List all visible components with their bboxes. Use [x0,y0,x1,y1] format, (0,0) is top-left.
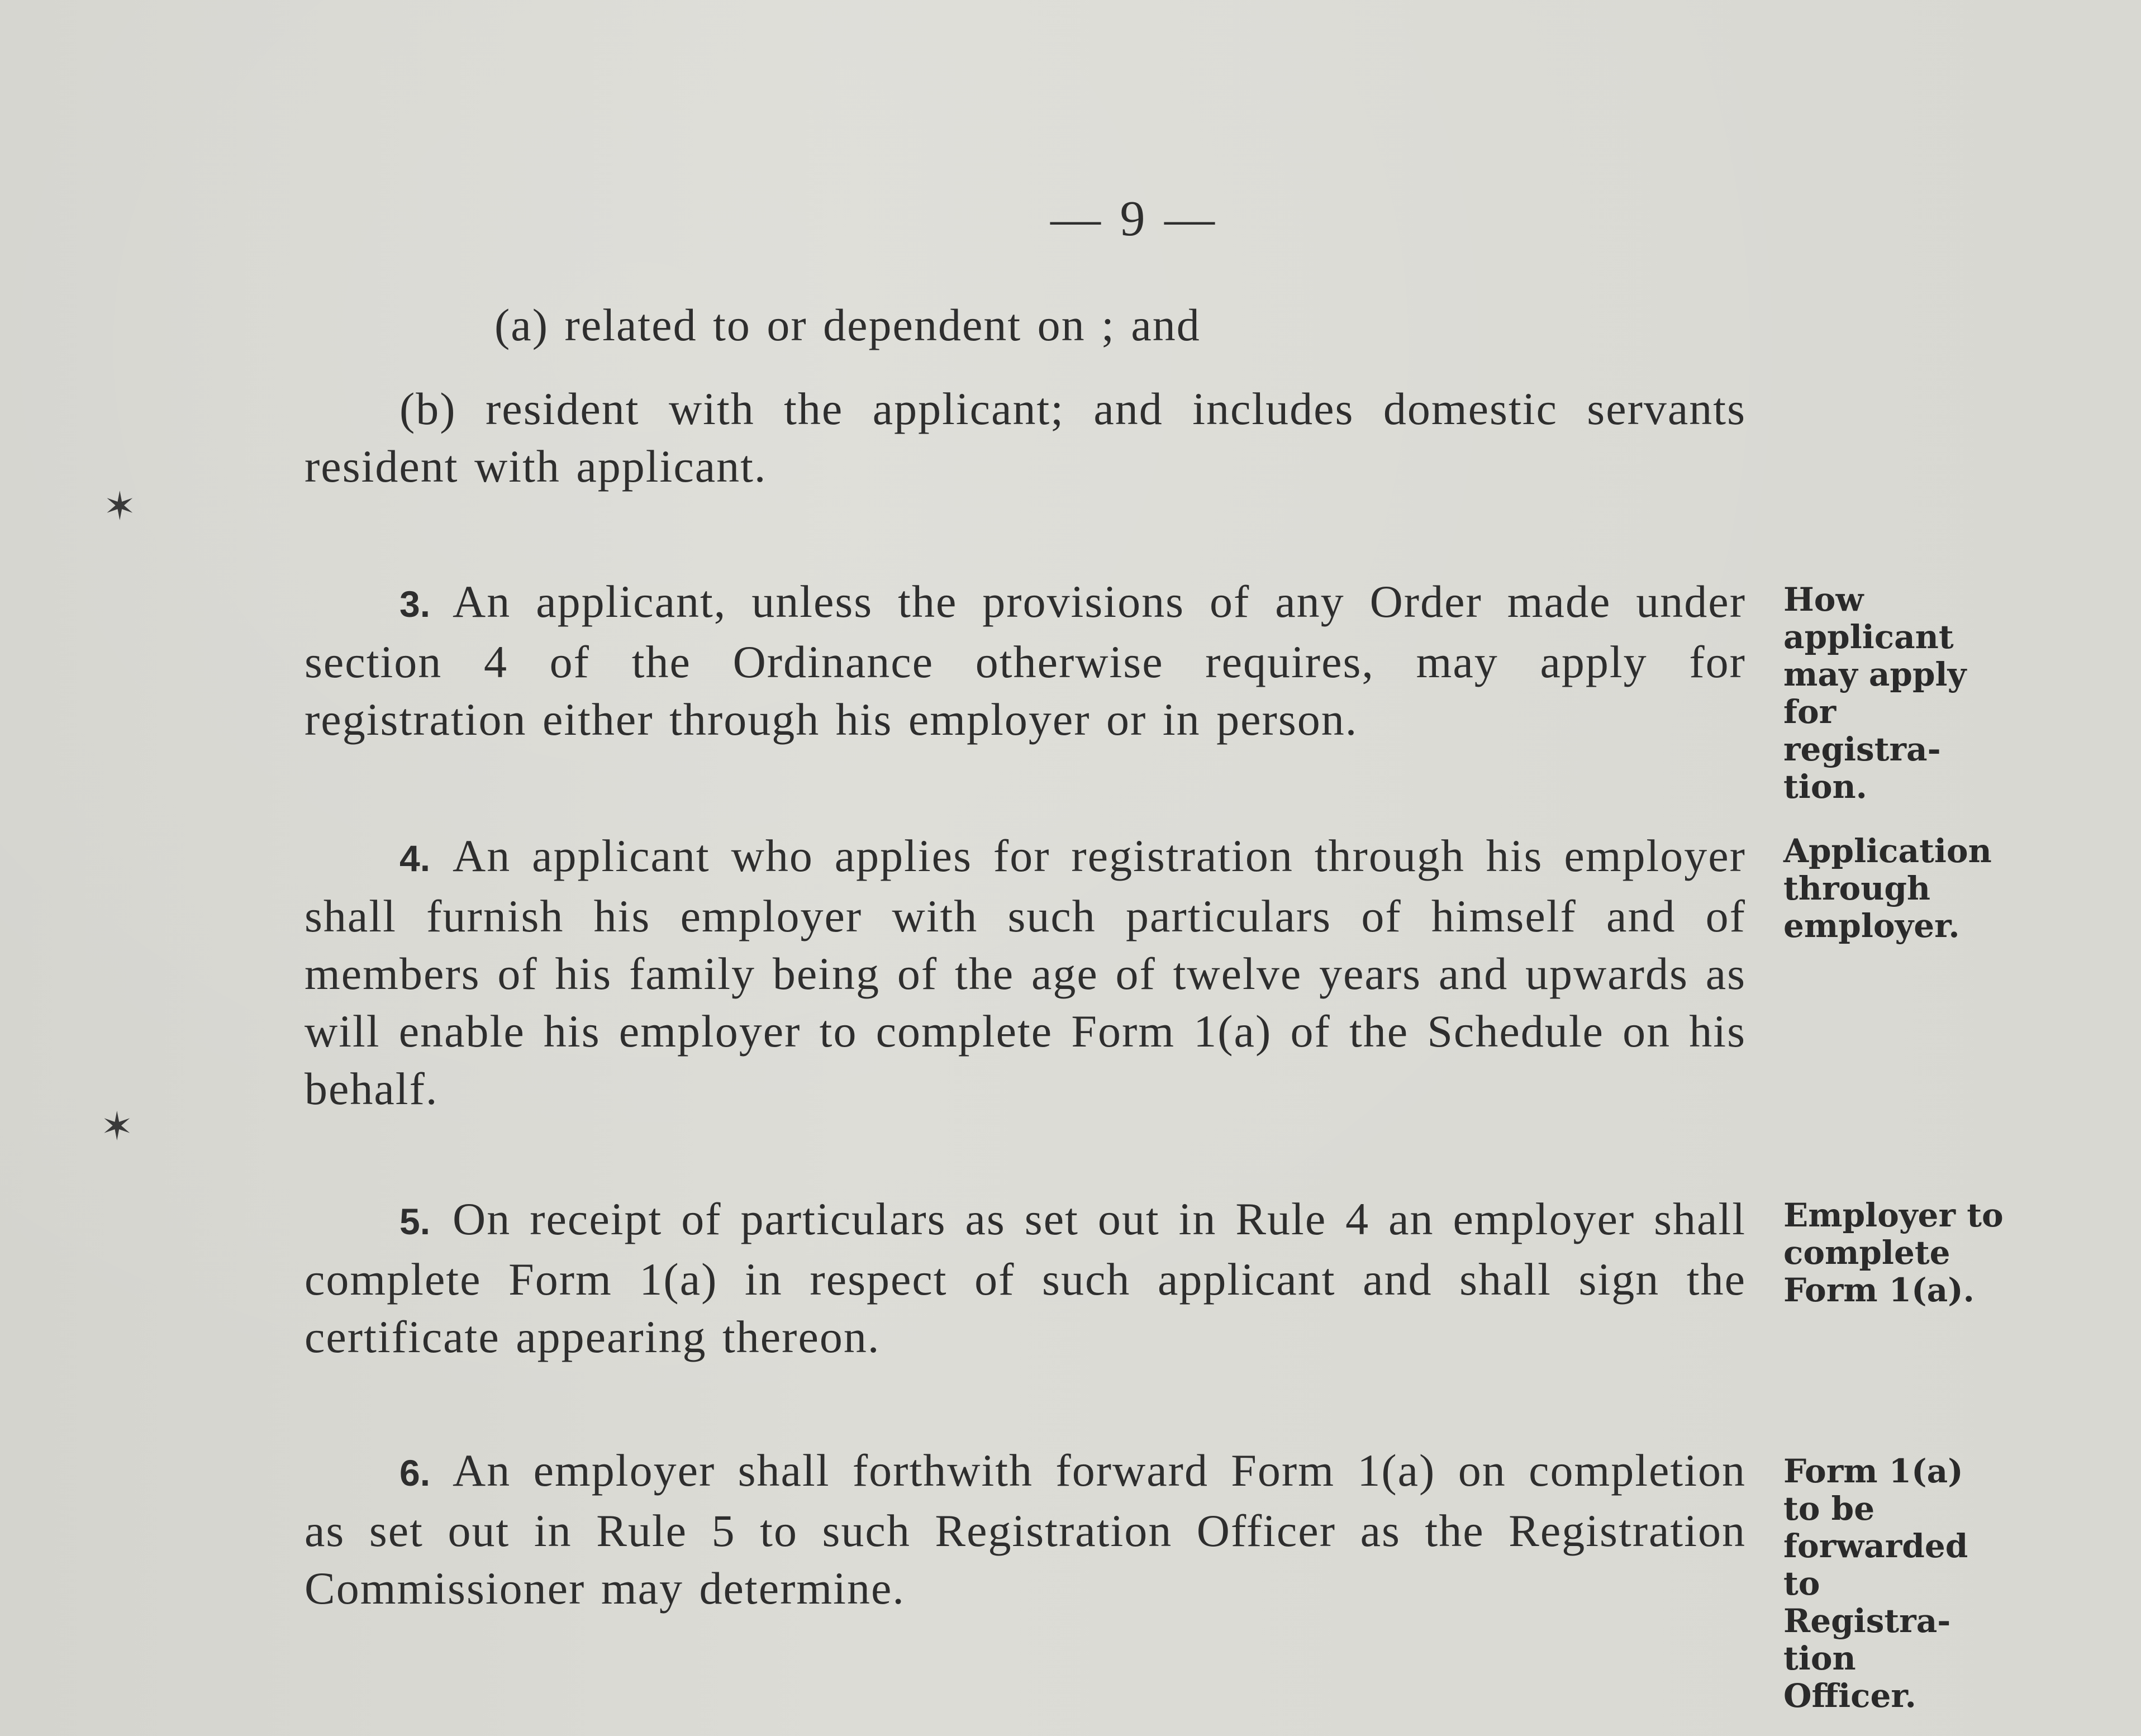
clause-b: (b) resident with the applicant; and includes domestic servants resident with applicant. [305,383,1746,492]
rule-6-text: An employer shall forthwith forward Form 1(a) on completion as set out in Rule 5 to such Registration Officer as the Registration Commissioner may determine. [305,1445,1746,1614]
binding-hole-mark: ✶ [101,1106,134,1149]
rule-5-text: On receipt of particulars as set out in Rule 4 an employer shall complete Form 1(a) in respect of such applicant and shall sign the certificate appearing thereon. [305,1193,1746,1362]
rule-4-margin-note: Application through employer. [1783,832,1992,945]
page-number: — 9 — [1050,191,1218,246]
binding-hole-mark: ✶ [103,486,136,529]
rule-5-number: 5. [399,1201,431,1242]
rule-4-number: 4. [399,838,431,879]
rule-6-paragraph [305,1442,1746,1617]
clause-a: (a) related to or dependent on ; and [494,299,1201,350]
rule-4-paragraph [305,827,1746,1117]
rule-4-text: An applicant who applies for registration through his employer shall furnish his employer with such particulars of himself and of members of his family being of the age of twelve years and upwards as will enable his employer to complete Form 1(a) of the Schedule on his behalf. [305,830,1746,1114]
rule-5-paragraph [305,1190,1746,1366]
rule-3-margin-note: How applicant may apply for registra-tion. [1783,581,1967,806]
rule-3-text: An applicant, unless the provisions of any Order made under section 4 of the Ordinance otherwise requires, may apply for registration either through his employer or in person. [305,576,1746,745]
rule-3-number: 3. [399,583,431,625]
rule-3-paragraph [305,573,1746,748]
rule-6-number: 6. [399,1452,431,1494]
rule-5-margin-note: Employer to complete Form 1(a). [1783,1196,2004,1309]
rule-6-margin-note: Form 1(a) to be forwarded to Registra-tion Officer. [1783,1452,1968,1715]
